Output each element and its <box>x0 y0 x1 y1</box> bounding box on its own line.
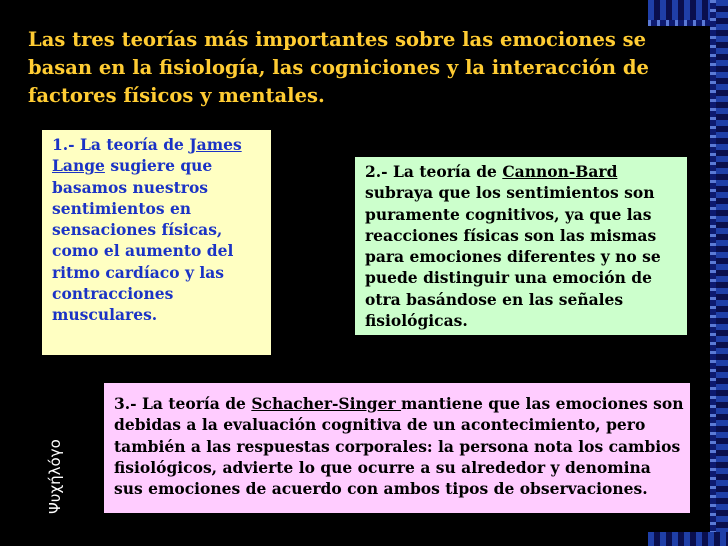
theory-3-text: mantiene que las emociones son debidas a la evaluación cognitiva de un acontecimiento, pero también a las respuestas corporales: la persona nota los cambios fisiológicos, advierte lo que ocurre a su alrededor y denomina sus emociones de acuerdo con ambos tipos de observaciones. <box>114 394 684 499</box>
theory-2-prefix: 2.- La teoría de <box>365 162 503 181</box>
theory-1-prefix: 1.- La teoría de <box>52 135 190 154</box>
james-lange-link[interactable]: James Lange <box>52 135 242 176</box>
logo-text: Ψυχήλόγο <box>46 439 64 514</box>
theory-schacher-singer-box <box>104 383 690 513</box>
theory-james-lange-box <box>42 130 271 355</box>
theory-1-text: sugiere que basamos nuestros sentimientos en sensaciones físicas, como el aumento del ritmo cardíaco y las contracciones musculares. <box>52 156 234 325</box>
theory-2-text: subraya que los sentimientos son puramente cognitivos, ya que las reacciones físicas son las mismas para emociones diferentes y no se puede distinguir una emoción de otra basándose en las señales fisiológicas. <box>365 183 661 331</box>
logo <box>44 410 70 515</box>
slide-title: Las tres teorías más importantes sobre las emociones se basan en la fisiología, las cogniciones y la interacción de factores físicos y mentales. <box>28 28 649 107</box>
cannon-bard-link[interactable]: Cannon-Bard <box>502 162 618 181</box>
decorative-border-bottom <box>648 532 728 546</box>
schacher-singer-link[interactable]: Schacher-Singer <box>251 394 402 413</box>
theory-cannon-bard-box <box>355 157 687 335</box>
theory-3-prefix: 3.- La teoría de <box>114 394 252 413</box>
decorative-border-right <box>716 0 728 546</box>
